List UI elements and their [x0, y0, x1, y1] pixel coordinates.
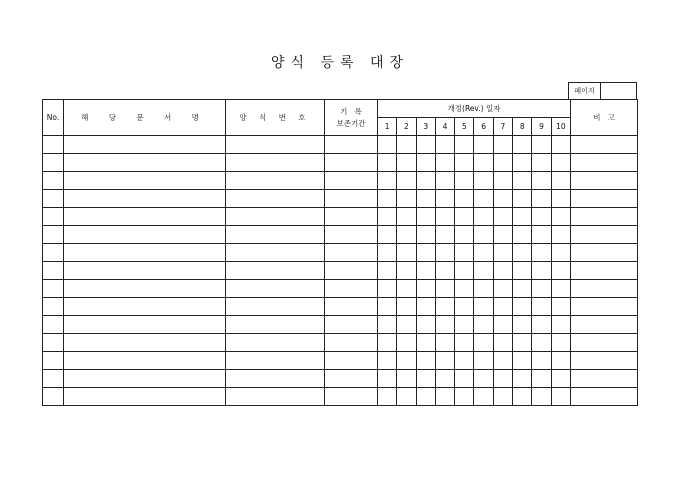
- revision-date-cell[interactable]: [532, 334, 551, 352]
- revision-date-cell[interactable]: [455, 262, 474, 280]
- revision-date-cell[interactable]: [513, 298, 532, 316]
- retention-cell[interactable]: [325, 370, 378, 388]
- revision-date-cell[interactable]: [513, 190, 532, 208]
- revision-date-cell[interactable]: [532, 136, 551, 154]
- table-row: [43, 244, 638, 262]
- revision-date-cell[interactable]: [397, 136, 416, 154]
- revision-date-cell[interactable]: [397, 280, 416, 298]
- revision-date-cell[interactable]: [474, 334, 493, 352]
- revision-date-cell[interactable]: [455, 352, 474, 370]
- revision-date-cell[interactable]: [416, 154, 435, 172]
- revision-date-cell[interactable]: [532, 388, 551, 406]
- revision-col-2: 2: [397, 118, 416, 136]
- revision-date-cell[interactable]: [397, 172, 416, 190]
- doc-name-cell[interactable]: [64, 370, 226, 388]
- revision-date-cell[interactable]: [532, 262, 551, 280]
- no-cell[interactable]: [43, 208, 64, 226]
- doc-name-cell[interactable]: [64, 298, 226, 316]
- revision-date-cell[interactable]: [455, 388, 474, 406]
- form-no-cell[interactable]: [226, 244, 325, 262]
- revision-date-cell[interactable]: [435, 334, 454, 352]
- table-row: [43, 370, 638, 388]
- revision-date-cell[interactable]: [551, 316, 570, 334]
- revision-date-cell[interactable]: [378, 244, 397, 262]
- revision-date-cell[interactable]: [493, 316, 512, 334]
- form-no-cell[interactable]: [226, 280, 325, 298]
- revision-date-cell[interactable]: [513, 370, 532, 388]
- revision-date-cell[interactable]: [493, 370, 512, 388]
- revision-date-cell[interactable]: [435, 280, 454, 298]
- revision-date-cell[interactable]: [455, 244, 474, 262]
- page-value[interactable]: [601, 83, 636, 99]
- revision-date-cell[interactable]: [474, 208, 493, 226]
- retention-cell[interactable]: [325, 208, 378, 226]
- revision-date-cell[interactable]: [532, 352, 551, 370]
- revision-date-cell[interactable]: [378, 352, 397, 370]
- revision-date-cell[interactable]: [416, 388, 435, 406]
- revision-date-cell[interactable]: [416, 298, 435, 316]
- doc-name-cell[interactable]: [64, 154, 226, 172]
- revision-date-cell[interactable]: [532, 190, 551, 208]
- revision-date-cell[interactable]: [551, 388, 570, 406]
- header-record-line2: 보존기간: [336, 118, 366, 128]
- form-no-cell[interactable]: [226, 190, 325, 208]
- revision-date-cell[interactable]: [513, 226, 532, 244]
- revision-date-cell[interactable]: [513, 352, 532, 370]
- revision-date-cell[interactable]: [551, 298, 570, 316]
- doc-name-cell[interactable]: [64, 316, 226, 334]
- revision-date-cell[interactable]: [493, 208, 512, 226]
- revision-date-cell[interactable]: [435, 388, 454, 406]
- remarks-cell[interactable]: [571, 190, 638, 208]
- revision-date-cell[interactable]: [493, 244, 512, 262]
- revision-date-cell[interactable]: [435, 172, 454, 190]
- revision-date-cell[interactable]: [493, 226, 512, 244]
- revision-date-cell[interactable]: [474, 298, 493, 316]
- revision-date-cell[interactable]: [474, 136, 493, 154]
- revision-date-cell[interactable]: [378, 298, 397, 316]
- doc-name-cell[interactable]: [64, 352, 226, 370]
- revision-date-cell[interactable]: [397, 208, 416, 226]
- form-no-cell[interactable]: [226, 334, 325, 352]
- table-row: [43, 226, 638, 244]
- form-no-cell[interactable]: [226, 136, 325, 154]
- revision-date-cell[interactable]: [532, 226, 551, 244]
- header-record-line1: 기 록: [340, 106, 362, 116]
- revision-date-cell[interactable]: [551, 208, 570, 226]
- revision-date-cell[interactable]: [455, 154, 474, 172]
- revision-date-cell[interactable]: [416, 226, 435, 244]
- revision-date-cell[interactable]: [513, 208, 532, 226]
- no-cell[interactable]: [43, 262, 64, 280]
- revision-date-cell[interactable]: [551, 136, 570, 154]
- doc-name-cell[interactable]: [64, 262, 226, 280]
- table-row: [43, 136, 638, 154]
- revision-date-cell[interactable]: [532, 154, 551, 172]
- doc-name-cell[interactable]: [64, 136, 226, 154]
- revision-date-cell[interactable]: [397, 334, 416, 352]
- revision-date-cell[interactable]: [474, 280, 493, 298]
- revision-date-cell[interactable]: [532, 280, 551, 298]
- revision-date-cell[interactable]: [397, 226, 416, 244]
- revision-date-cell[interactable]: [513, 280, 532, 298]
- table-row: [43, 334, 638, 352]
- revision-date-cell[interactable]: [513, 172, 532, 190]
- header-doc-name: 해 당 문 서 명: [64, 100, 226, 136]
- no-cell[interactable]: [43, 244, 64, 262]
- remarks-cell[interactable]: [571, 280, 638, 298]
- remarks-cell[interactable]: [571, 172, 638, 190]
- table-row: [43, 316, 638, 334]
- no-cell[interactable]: [43, 154, 64, 172]
- doc-name-cell[interactable]: [64, 208, 226, 226]
- revision-date-cell[interactable]: [493, 334, 512, 352]
- form-no-cell[interactable]: [226, 226, 325, 244]
- remarks-cell[interactable]: [571, 352, 638, 370]
- form-no-cell[interactable]: [226, 316, 325, 334]
- table-row: [43, 352, 638, 370]
- revision-date-cell[interactable]: [397, 190, 416, 208]
- remarks-cell[interactable]: [571, 388, 638, 406]
- no-cell[interactable]: [43, 352, 64, 370]
- revision-date-cell[interactable]: [416, 316, 435, 334]
- revision-col-6: 6: [474, 118, 493, 136]
- revision-date-cell[interactable]: [493, 136, 512, 154]
- retention-cell[interactable]: [325, 190, 378, 208]
- revision-date-cell[interactable]: [435, 208, 454, 226]
- revision-date-cell[interactable]: [416, 352, 435, 370]
- form-no-cell[interactable]: [226, 262, 325, 280]
- revision-date-cell[interactable]: [435, 190, 454, 208]
- retention-cell[interactable]: [325, 352, 378, 370]
- revision-date-cell[interactable]: [435, 154, 454, 172]
- doc-name-cell[interactable]: [64, 226, 226, 244]
- remarks-cell[interactable]: [571, 262, 638, 280]
- retention-cell[interactable]: [325, 334, 378, 352]
- revision-date-cell[interactable]: [474, 352, 493, 370]
- revision-date-cell[interactable]: [378, 280, 397, 298]
- retention-cell[interactable]: [325, 280, 378, 298]
- revision-date-cell[interactable]: [416, 190, 435, 208]
- no-cell[interactable]: [43, 190, 64, 208]
- remarks-cell[interactable]: [571, 208, 638, 226]
- no-cell[interactable]: [43, 334, 64, 352]
- revision-date-cell[interactable]: [416, 136, 435, 154]
- revision-date-cell[interactable]: [416, 280, 435, 298]
- revision-date-cell[interactable]: [551, 280, 570, 298]
- remarks-cell[interactable]: [571, 244, 638, 262]
- table-row: [43, 262, 638, 280]
- revision-date-cell[interactable]: [378, 334, 397, 352]
- retention-cell[interactable]: [325, 226, 378, 244]
- revision-date-cell[interactable]: [397, 298, 416, 316]
- revision-date-cell[interactable]: [378, 208, 397, 226]
- table-row: [43, 172, 638, 190]
- remarks-cell[interactable]: [571, 316, 638, 334]
- revision-date-cell[interactable]: [435, 244, 454, 262]
- revision-date-cell[interactable]: [455, 316, 474, 334]
- revision-date-cell[interactable]: [493, 280, 512, 298]
- revision-date-cell[interactable]: [493, 388, 512, 406]
- header-revision-date: 개정(Rev.) 일자: [378, 100, 571, 118]
- revision-date-cell[interactable]: [493, 298, 512, 316]
- retention-cell[interactable]: [325, 172, 378, 190]
- form-no-cell[interactable]: [226, 208, 325, 226]
- retention-cell[interactable]: [325, 262, 378, 280]
- revision-date-cell[interactable]: [474, 388, 493, 406]
- revision-date-cell[interactable]: [474, 316, 493, 334]
- no-cell[interactable]: [43, 388, 64, 406]
- revision-date-cell[interactable]: [455, 334, 474, 352]
- no-cell[interactable]: [43, 136, 64, 154]
- revision-date-cell[interactable]: [416, 244, 435, 262]
- revision-col-1: 1: [378, 118, 397, 136]
- revision-date-cell[interactable]: [397, 388, 416, 406]
- doc-name-cell[interactable]: [64, 190, 226, 208]
- doc-name-cell[interactable]: [64, 388, 226, 406]
- revision-date-cell[interactable]: [416, 262, 435, 280]
- form-no-cell[interactable]: [226, 352, 325, 370]
- revision-col-10: 10: [551, 118, 570, 136]
- header-remarks: 비 고: [571, 100, 638, 136]
- revision-date-cell[interactable]: [513, 334, 532, 352]
- revision-date-cell[interactable]: [378, 154, 397, 172]
- no-cell[interactable]: [43, 172, 64, 190]
- revision-date-cell[interactable]: [435, 136, 454, 154]
- revision-date-cell[interactable]: [474, 226, 493, 244]
- revision-date-cell[interactable]: [532, 208, 551, 226]
- form-no-cell[interactable]: [226, 172, 325, 190]
- retention-cell[interactable]: [325, 154, 378, 172]
- doc-name-cell[interactable]: [64, 334, 226, 352]
- revision-date-cell[interactable]: [474, 262, 493, 280]
- revision-date-cell[interactable]: [551, 190, 570, 208]
- remarks-cell[interactable]: [571, 370, 638, 388]
- table-row: [43, 190, 638, 208]
- revision-date-cell[interactable]: [455, 298, 474, 316]
- revision-date-cell[interactable]: [455, 190, 474, 208]
- revision-date-cell[interactable]: [416, 334, 435, 352]
- page-label: 페이지: [569, 83, 601, 99]
- retention-cell[interactable]: [325, 244, 378, 262]
- revision-col-8: 8: [513, 118, 532, 136]
- revision-date-cell[interactable]: [455, 172, 474, 190]
- revision-date-cell[interactable]: [435, 370, 454, 388]
- retention-cell[interactable]: [325, 316, 378, 334]
- form-no-cell[interactable]: [226, 154, 325, 172]
- document-title: 양식 등록 대장: [270, 55, 410, 71]
- revision-date-cell[interactable]: [455, 280, 474, 298]
- revision-date-cell[interactable]: [532, 298, 551, 316]
- no-cell[interactable]: [43, 226, 64, 244]
- form-register-table: [42, 99, 638, 406]
- revision-date-cell[interactable]: [493, 172, 512, 190]
- revision-date-cell[interactable]: [397, 154, 416, 172]
- revision-date-cell[interactable]: [378, 316, 397, 334]
- revision-date-cell[interactable]: [513, 316, 532, 334]
- table-row: [43, 280, 638, 298]
- revision-date-cell[interactable]: [455, 226, 474, 244]
- doc-name-cell[interactable]: [64, 172, 226, 190]
- remarks-cell[interactable]: [571, 154, 638, 172]
- revision-date-cell[interactable]: [474, 172, 493, 190]
- revision-date-cell[interactable]: [455, 208, 474, 226]
- revision-date-cell[interactable]: [532, 316, 551, 334]
- revision-date-cell[interactable]: [455, 370, 474, 388]
- revision-date-cell[interactable]: [435, 262, 454, 280]
- header-no: No.: [43, 100, 64, 136]
- revision-date-cell[interactable]: [378, 136, 397, 154]
- form-no-cell[interactable]: [226, 298, 325, 316]
- revision-date-cell[interactable]: [397, 316, 416, 334]
- no-cell[interactable]: [43, 370, 64, 388]
- revision-date-cell[interactable]: [513, 154, 532, 172]
- revision-date-cell[interactable]: [397, 244, 416, 262]
- revision-date-cell[interactable]: [551, 352, 570, 370]
- revision-date-cell[interactable]: [416, 172, 435, 190]
- revision-date-cell[interactable]: [397, 262, 416, 280]
- table-row: [43, 208, 638, 226]
- header-record-retention: [325, 100, 378, 136]
- revision-date-cell[interactable]: [493, 154, 512, 172]
- revision-date-cell[interactable]: [378, 226, 397, 244]
- revision-date-cell[interactable]: [493, 190, 512, 208]
- remarks-cell[interactable]: [571, 226, 638, 244]
- revision-date-cell[interactable]: [397, 370, 416, 388]
- revision-date-cell[interactable]: [435, 226, 454, 244]
- revision-date-cell[interactable]: [435, 352, 454, 370]
- retention-cell[interactable]: [325, 136, 378, 154]
- remarks-cell[interactable]: [571, 136, 638, 154]
- revision-date-cell[interactable]: [551, 226, 570, 244]
- revision-date-cell[interactable]: [551, 172, 570, 190]
- no-cell[interactable]: [43, 280, 64, 298]
- revision-date-cell[interactable]: [435, 316, 454, 334]
- revision-date-cell[interactable]: [551, 370, 570, 388]
- revision-date-cell[interactable]: [551, 154, 570, 172]
- revision-date-cell[interactable]: [493, 352, 512, 370]
- revision-date-cell[interactable]: [378, 190, 397, 208]
- revision-date-cell[interactable]: [513, 244, 532, 262]
- no-cell[interactable]: [43, 316, 64, 334]
- remarks-cell[interactable]: [571, 298, 638, 316]
- revision-date-cell[interactable]: [378, 262, 397, 280]
- revision-date-cell[interactable]: [474, 190, 493, 208]
- revision-date-cell[interactable]: [435, 298, 454, 316]
- revision-col-7: 7: [493, 118, 512, 136]
- revision-date-cell[interactable]: [474, 154, 493, 172]
- page-number-box: [568, 82, 637, 99]
- revision-col-9: 9: [532, 118, 551, 136]
- form-no-cell[interactable]: [226, 388, 325, 406]
- form-no-cell[interactable]: [226, 370, 325, 388]
- remarks-cell[interactable]: [571, 334, 638, 352]
- doc-name-cell[interactable]: [64, 280, 226, 298]
- revision-date-cell[interactable]: [474, 244, 493, 262]
- table-row: [43, 298, 638, 316]
- table-row: [43, 388, 638, 406]
- revision-col-3: 3: [416, 118, 435, 136]
- revision-date-cell[interactable]: [378, 172, 397, 190]
- revision-date-cell[interactable]: [493, 262, 512, 280]
- revision-date-cell[interactable]: [532, 244, 551, 262]
- revision-date-cell[interactable]: [532, 172, 551, 190]
- header-form-no: 양 식 번 호: [226, 100, 325, 136]
- revision-date-cell[interactable]: [474, 370, 493, 388]
- revision-date-cell[interactable]: [513, 262, 532, 280]
- revision-date-cell[interactable]: [551, 244, 570, 262]
- revision-date-cell[interactable]: [416, 208, 435, 226]
- revision-date-cell[interactable]: [416, 370, 435, 388]
- revision-col-4: 4: [435, 118, 454, 136]
- no-cell[interactable]: [43, 298, 64, 316]
- revision-date-cell[interactable]: [551, 262, 570, 280]
- revision-date-cell[interactable]: [532, 370, 551, 388]
- table-row: [43, 154, 638, 172]
- revision-date-cell[interactable]: [513, 136, 532, 154]
- register-body: [43, 136, 638, 406]
- retention-cell[interactable]: [325, 388, 378, 406]
- revision-date-cell[interactable]: [455, 136, 474, 154]
- revision-date-cell[interactable]: [397, 352, 416, 370]
- revision-col-5: 5: [455, 118, 474, 136]
- revision-date-cell[interactable]: [378, 388, 397, 406]
- doc-name-cell[interactable]: [64, 244, 226, 262]
- retention-cell[interactable]: [325, 298, 378, 316]
- revision-date-cell[interactable]: [551, 334, 570, 352]
- revision-date-cell[interactable]: [378, 370, 397, 388]
- revision-date-cell[interactable]: [513, 388, 532, 406]
